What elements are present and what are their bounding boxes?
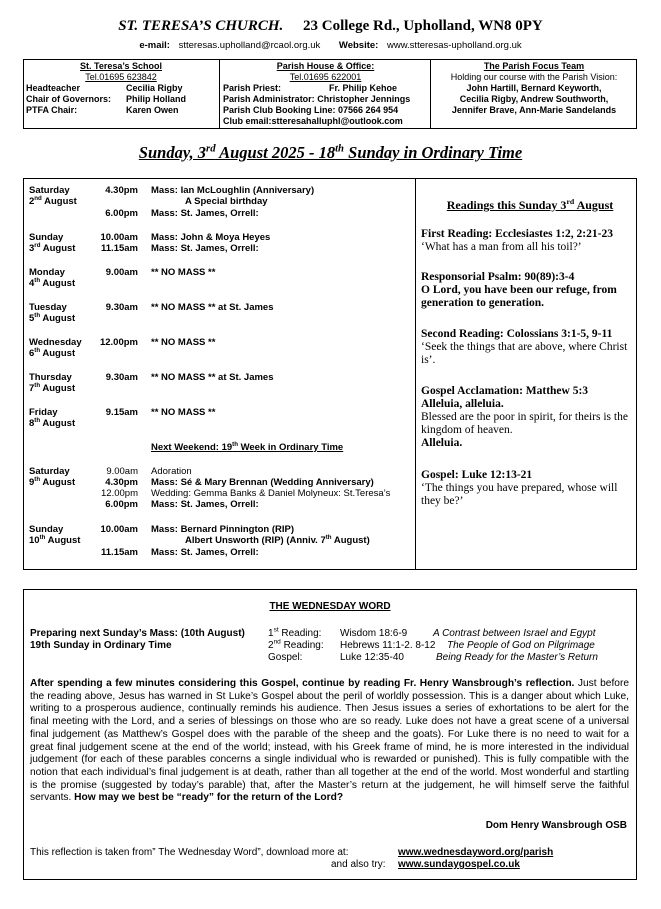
divider — [219, 59, 220, 129]
contact-line — [0, 40, 661, 51]
mass-intention: ** NO MASS ** — [151, 267, 216, 278]
title-sup: th — [335, 142, 345, 155]
mass-time: 11.15am — [101, 547, 138, 558]
mass-time: 9.00am — [106, 466, 138, 477]
focus-team-line: John Hartill, Bernard Keyworth, — [466, 83, 602, 93]
reflection-author: Dom Henry Wansbrough OSB — [485, 820, 627, 831]
reading-heading: Responsorial Psalm: 90(89):3-4 — [421, 271, 575, 283]
schedule-day: Wednesday 6th August — [29, 337, 82, 359]
school-box — [26, 61, 216, 116]
mass-intention: Albert Unsworth (RIP) (Anniv. 7th August) — [185, 533, 370, 546]
mass-intention: Mass: Ian McLoughlin (Anniversary) — [151, 185, 315, 196]
mass-time: 9.30am — [105, 372, 138, 383]
reflection-intro: After spending a few minutes considering this Gospel, continue by reading Fr. Henry Wansbrough’s reflection. — [30, 678, 575, 689]
email-link[interactable]: stteresas.upholland@rcaol.org.uk — [178, 40, 321, 51]
reading-theme: The People of God on Pilgrimage — [447, 640, 595, 651]
parish-role: Parish Club Booking Line: — [223, 105, 336, 115]
mass-time: 12.00pm — [101, 488, 138, 499]
reflection-body: Just before the reading above, Jesus has warned in St Luke’s Gospel about the peril of worldly possession. This is a danger about which Luke, writing to a prosperous audience, continually reminds his audience. Then Jesus issues a series of exhortations to be alert for the final meeting with the Lord, and a series of blessings on those who are so ready. Luke does not have a great scene of a universal final judgement (as Matthew’s Gospel does with the parable of the sheep and the goats). For Luke there is no need to wait for a great final judgement scene at the end of the world; instead, with his Greek frame of mind, he is more interested in the individual judgement (for each of these parables concerns a single individual who is rewarded or punished). This is fully compatible with the notion that each individual’s final judgement is at death, rather than all together at the end of the world. Most wonderful and startling is the promise (suggested by today’s parable) that, after the Master’s return at the judgement, he will himself serve the faithful servants. — [30, 678, 630, 804]
focus-team-line: Cecilia Rigby, Andrew Southworth, — [459, 94, 609, 104]
first-reading — [421, 228, 639, 254]
reading-heading: Gospel: Luke 12:13-21 — [421, 469, 533, 481]
reading-ref: Luke 12:35-40 — [340, 652, 404, 663]
reading-text: O Lord, you have been our refuge, from generation to generation. — [421, 284, 617, 309]
mass-intention: A Special birthday — [185, 196, 268, 207]
church-name: ST. TERESA’S CHURCH. — [118, 18, 284, 34]
mass-intention: Mass: St. James, Orrell: — [151, 547, 259, 558]
mass-time: 9.00am — [105, 267, 138, 278]
school-person: Cecilia Rigby — [126, 83, 183, 93]
reading-label: 1st Reading: — [268, 626, 322, 639]
title-part: Sunday, 3 — [138, 143, 207, 162]
parish-person: Fr. Philip Kehoe — [329, 83, 398, 93]
wednesday-word-link[interactable]: www.wednesdayword.org/parish — [398, 847, 554, 858]
mass-time: 9.30am — [105, 302, 138, 313]
church-header — [0, 18, 661, 35]
mass-time: 12.00pm — [99, 337, 138, 348]
second-reading — [421, 328, 639, 367]
church-address: 23 College Rd., Upholland, WN8 0PY — [303, 18, 543, 34]
schedule-day: Sunday 3rd August — [29, 232, 76, 254]
reflection-question: How may we best be “ready” for the return of the Lord? — [71, 792, 344, 804]
reading-heading: First Reading: Ecclesiastes 1:2, 2:21-23 — [421, 228, 613, 240]
mass-intention: Mass: St. James, Orrell: — [151, 208, 259, 219]
reading-text: Alleluia, alleluia. — [421, 398, 504, 410]
school-role: PTFA Chair: — [26, 105, 78, 115]
mass-time: 6.00pm — [105, 499, 138, 510]
parish-house-box — [223, 61, 428, 127]
psalm — [421, 271, 639, 310]
club-email[interactable]: stteresahalluphl@outlook.com — [271, 116, 403, 126]
sunday-gospel-link[interactable]: www.sundaygospel.co.uk — [398, 859, 520, 870]
divider — [415, 178, 416, 570]
divider — [430, 59, 431, 129]
reading-label: 2nd Reading: — [268, 638, 324, 651]
mass-time: 10.00am — [100, 232, 138, 243]
parish-role: Parish Administrator: — [223, 94, 315, 104]
schedule-day: Saturday 9th August — [29, 466, 76, 488]
focus-team-box — [433, 61, 635, 116]
schedule-day: Thursday 7th August — [29, 372, 76, 394]
reading-ref: Wisdom 18:6-9 — [340, 628, 408, 639]
reflection-text — [30, 678, 629, 805]
club-phone[interactable]: 07566 264 954 — [338, 105, 399, 115]
reading-text: Alleluia. — [421, 437, 463, 449]
schedule-day: Friday 8th August — [29, 407, 76, 429]
mass-time: 10.00am — [100, 524, 138, 535]
title-sup: rd — [206, 142, 216, 155]
mass-time: 4.30pm — [105, 477, 138, 488]
school-role: Headteacher — [26, 83, 81, 93]
gospel-acclamation — [421, 385, 639, 450]
reading-text: ‘What has a man from all his toil?’ — [421, 241, 582, 253]
readings-heading: Readings this Sunday 3rd August — [446, 197, 614, 212]
focus-team-heading: The Parish Focus Team — [483, 61, 585, 71]
mass-intention: Mass: St. James, Orrell: — [151, 243, 259, 254]
reading-theme: A Contrast between Israel and Egypt — [433, 628, 596, 639]
mass-intention: ** NO MASS ** — [151, 407, 216, 418]
prep-sunday: 19th Sunday in Ordinary Time — [30, 640, 172, 651]
title-part: Sunday in Ordinary Time — [344, 143, 523, 162]
reading-label: Gospel: — [268, 652, 303, 663]
mass-intention: Mass: Sé & Mary Brennan (Wedding Anniversary) — [151, 477, 374, 488]
reading-theme: Being Ready for the Master’s Return — [436, 652, 598, 663]
schedule-day: Saturday 2nd August — [29, 185, 77, 207]
title-part: August 2025 - 18 — [215, 143, 336, 162]
parish-role: Club email: — [223, 116, 272, 126]
school-person: Philip Holland — [126, 94, 186, 104]
mass-intention: ** NO MASS ** — [151, 337, 216, 348]
mass-intention: Mass: St. James, Orrell: — [151, 499, 259, 510]
schedule-day: Sunday 10th August — [29, 524, 81, 546]
mass-time: 9.15am — [105, 407, 138, 418]
wednesday-word-title: THE WEDNESDAY WORD — [269, 601, 391, 612]
reading-ref: Hebrews 11:1-2. 8-12 — [340, 640, 436, 651]
source-note: This reflection is taken from” The Wednesday Word”, download more at: — [30, 847, 349, 858]
schedule-day: Monday 4th August — [29, 267, 76, 289]
mass-intention: ** NO MASS ** at St. James — [151, 372, 274, 383]
mass-time: 11.15am — [101, 243, 138, 254]
parish-person: Christopher Jennings — [317, 94, 411, 104]
mass-intention: Adoration — [151, 466, 192, 477]
reading-heading: Second Reading: Colossians 3:1-5, 9-11 — [421, 328, 613, 340]
reading-heading: Gospel Acclamation: Matthew 5:3 — [421, 385, 589, 397]
schedule-day: Tuesday 5th August — [29, 302, 76, 324]
gospel-reading — [421, 469, 639, 508]
reading-text: ‘The things you have prepared, whose will they be?’ — [421, 482, 618, 507]
school-heading: St. Teresa’s School — [79, 61, 163, 71]
focus-team-line: Jennifer Brave, Ann-Marie Sandelands — [451, 105, 617, 115]
next-weekend-heading: Next Weekend: 19th Week in Ordinary Time — [151, 440, 344, 453]
mass-time: 4.30pm — [105, 185, 138, 196]
mass-intention: Mass: John & Moya Heyes — [151, 232, 271, 243]
focus-team-line: Holding our course with the Parish Vision: — [450, 72, 618, 82]
mass-intention: Wedding: Gemma Banks & Daniel Molyneux: St.Teresa’s — [151, 488, 391, 499]
mass-time: 6.00pm — [105, 208, 138, 219]
parish-role: Parish Priest: — [223, 83, 282, 93]
reading-text: Blessed are the poor in spirit, for theirs is the kingdom of heaven. — [421, 411, 628, 436]
website-label: Website: — [338, 40, 379, 51]
school-person: Karen Owen — [126, 105, 179, 115]
parish-house-heading: Parish House & Office: — [276, 61, 375, 71]
email-label: e-mail: — [139, 40, 170, 51]
school-phone[interactable]: Tel.01695 623842 — [85, 72, 157, 82]
reading-text: ‘Seek the things that are above, where Christ is’. — [421, 341, 628, 366]
school-role: Chair of Governors: — [26, 94, 112, 104]
parish-house-phone[interactable]: Tel.01695 622001 — [289, 72, 362, 82]
mass-intention: Mass: Bernard Pinnington (RIP) — [151, 524, 295, 535]
sunday-title — [0, 143, 661, 163]
also-try-label: and also try: — [331, 859, 386, 870]
prep-heading: Preparing next Sunday’s Mass: (10th August) — [30, 628, 245, 639]
mass-intention: ** NO MASS ** at St. James — [151, 302, 274, 313]
website-link[interactable]: www.stteresas-upholland.org.uk — [386, 40, 522, 51]
